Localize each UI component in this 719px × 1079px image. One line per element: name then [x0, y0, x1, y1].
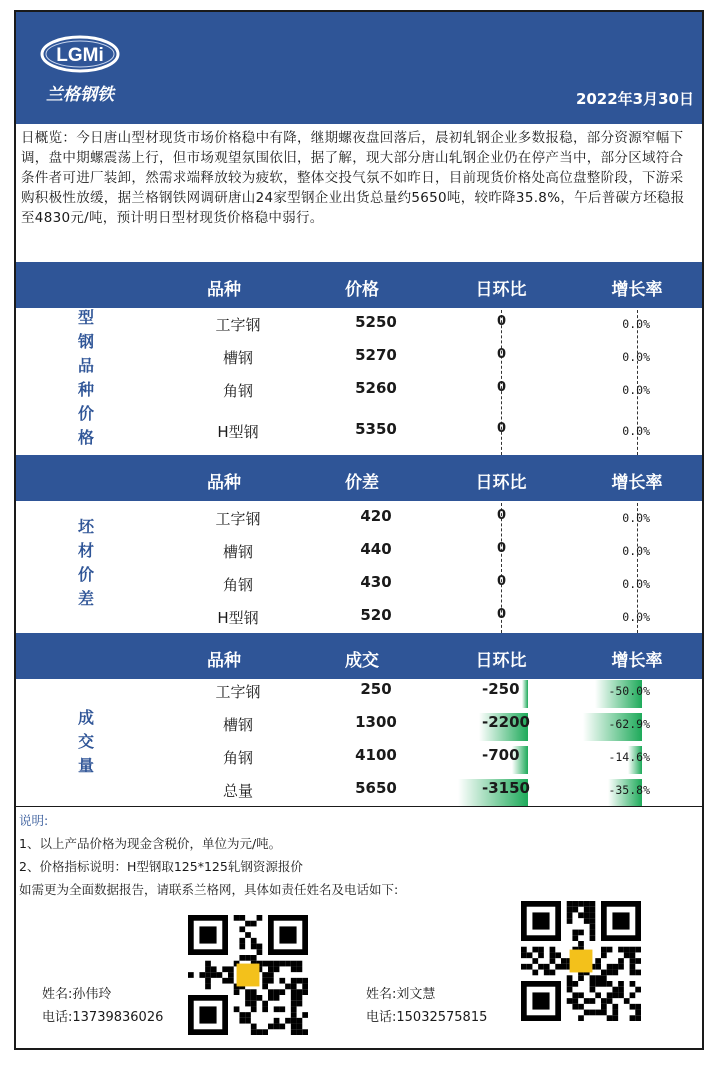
lange-logo: [38, 30, 128, 110]
col-daily-change: 日环比: [475, 280, 527, 300]
col-spread: 价差: [345, 473, 379, 493]
col-variety: 品种: [207, 280, 241, 300]
col-growth-rate: 增长率: [611, 280, 663, 300]
contact-name-2: 姓名:刘文慧: [366, 987, 436, 1002]
note-line-1: 1、以上产品价格为现金含税价，单位为元/吨。: [19, 836, 282, 851]
notes-section: [16, 806, 702, 1049]
price-header-bar: [16, 262, 702, 308]
contact-name-1: 姓名:孙伟玲: [42, 987, 112, 1002]
volume-header-bar: [16, 633, 702, 679]
qr-code-icon[interactable]: [188, 915, 308, 1035]
spread-header-bar: [16, 455, 702, 501]
brand-text: 兰格钢铁: [46, 85, 114, 105]
report-date: 2022年3月30日: [575, 90, 694, 108]
col-variety: 品种: [207, 651, 241, 671]
col-daily-change: 日环比: [475, 651, 527, 671]
header-banner: [16, 12, 702, 124]
col-growth-rate: 增长率: [611, 473, 663, 493]
change-bar: [522, 680, 528, 708]
col-daily-change: 日环比: [475, 473, 527, 493]
contact-phone-1: 电话:13739836026: [42, 1010, 164, 1025]
price-section-label: 型 钢 品 种 价 格: [77, 308, 94, 447]
volume-section-label: 成 交 量: [77, 708, 94, 775]
report-frame: LGMi 兰格钢铁 2022年3月30日 日概览：今日唐山型材现货市场价格稳中有降，继期螺夜盘回落后，晨初轧钢企业多数报稳，部分资源窄幅下调，盘中期螺震荡上行，但市场观望氛围依旧，据了解，现大部分唐山轧钢企业仍在停产当中，部分区域符合条件者可进厂装卸，然需求端释放较为疲软，整体交投气氛不如昨日，目前现货价格处高位盘整阶段，下游采购积极性放缓，据兰格钢铁网调研唐山24家型钢企业出货总量约5650吨，较昨降35.8%，午后普碳方坯稳报至4830元/吨，预计明日型材现货价格稳中弱行。 品种 价格 日环比 增长率 型 钢 品 种 价 格 工字钢 5250 0 0.0% 槽钢 5270 0 0.0% 角钢 5260 0 0.0% H型钢 5350 0 0.0% 品种 价差 日环比 增长率 坯 材 价 差 工字钢 420 0 0.0% 槽钢 440 0 0.0% 角钢 430 0 0.0% H型钢 520 0 0.0% 品种 成交 日环比 增长率 成 交 量 工字钢 250 -250 -50.0% 槽钢 1300 -2200 -62.9% 角钢 4100 -700 -14.6% 总量 5650 -3150 -35.8% 说明: 1、以上产品价格为现金含税价，单位为元/吨。 2、价格指标说明：H型钢取125*125轧钢资源报价 如需更为全面数据报告，请联系兰格网，具体如责任姓名及电话如下: 姓名:孙伟玲 电话:13739836026 姓名:刘文慧 电话:15032575815: [14, 10, 704, 1050]
col-price: 价格: [345, 280, 379, 300]
notes-title: 说明:: [19, 813, 49, 828]
daily-summary: 日概览：今日唐山型材现货市场价格稳中有降，继期螺夜盘回落后，晨初轧钢企业多数报稳，部分资源窄幅下调，盘中期螺震荡上行，但市场观望氛围依旧，据了解，现大部分唐山轧钢企业仍在停产当中，部分区域符合条件者可进厂装卸，然需求端释放较为疲软，整体交投气氛不如昨日，目前现货价格处高位盘整阶段，下游采购积极性放缓，据兰格钢铁网调研唐山24家型钢企业出货总量约5650吨，较昨降35.8%，午后普碳方坯稳报至4830元/吨，预计明日型材现货价格稳中弱行。: [21, 130, 685, 226]
spread-section-label: 坯 材 价 差: [77, 517, 94, 608]
col-variety: 品种: [207, 473, 241, 493]
qr-code-icon[interactable]: [521, 901, 641, 1021]
note-line-3: 如需更为全面数据报告，请联系兰格网，具体如责任姓名及电话如下:: [19, 882, 399, 897]
logo-text: LGMi: [56, 45, 104, 66]
col-growth-rate: 增长率: [611, 651, 663, 671]
contact-phone-2: 电话:15032575815: [366, 1010, 488, 1025]
col-volume: 成交: [345, 651, 379, 671]
note-line-2: 2、价格指标说明：H型钢取125*125轧钢资源报价: [19, 859, 303, 874]
